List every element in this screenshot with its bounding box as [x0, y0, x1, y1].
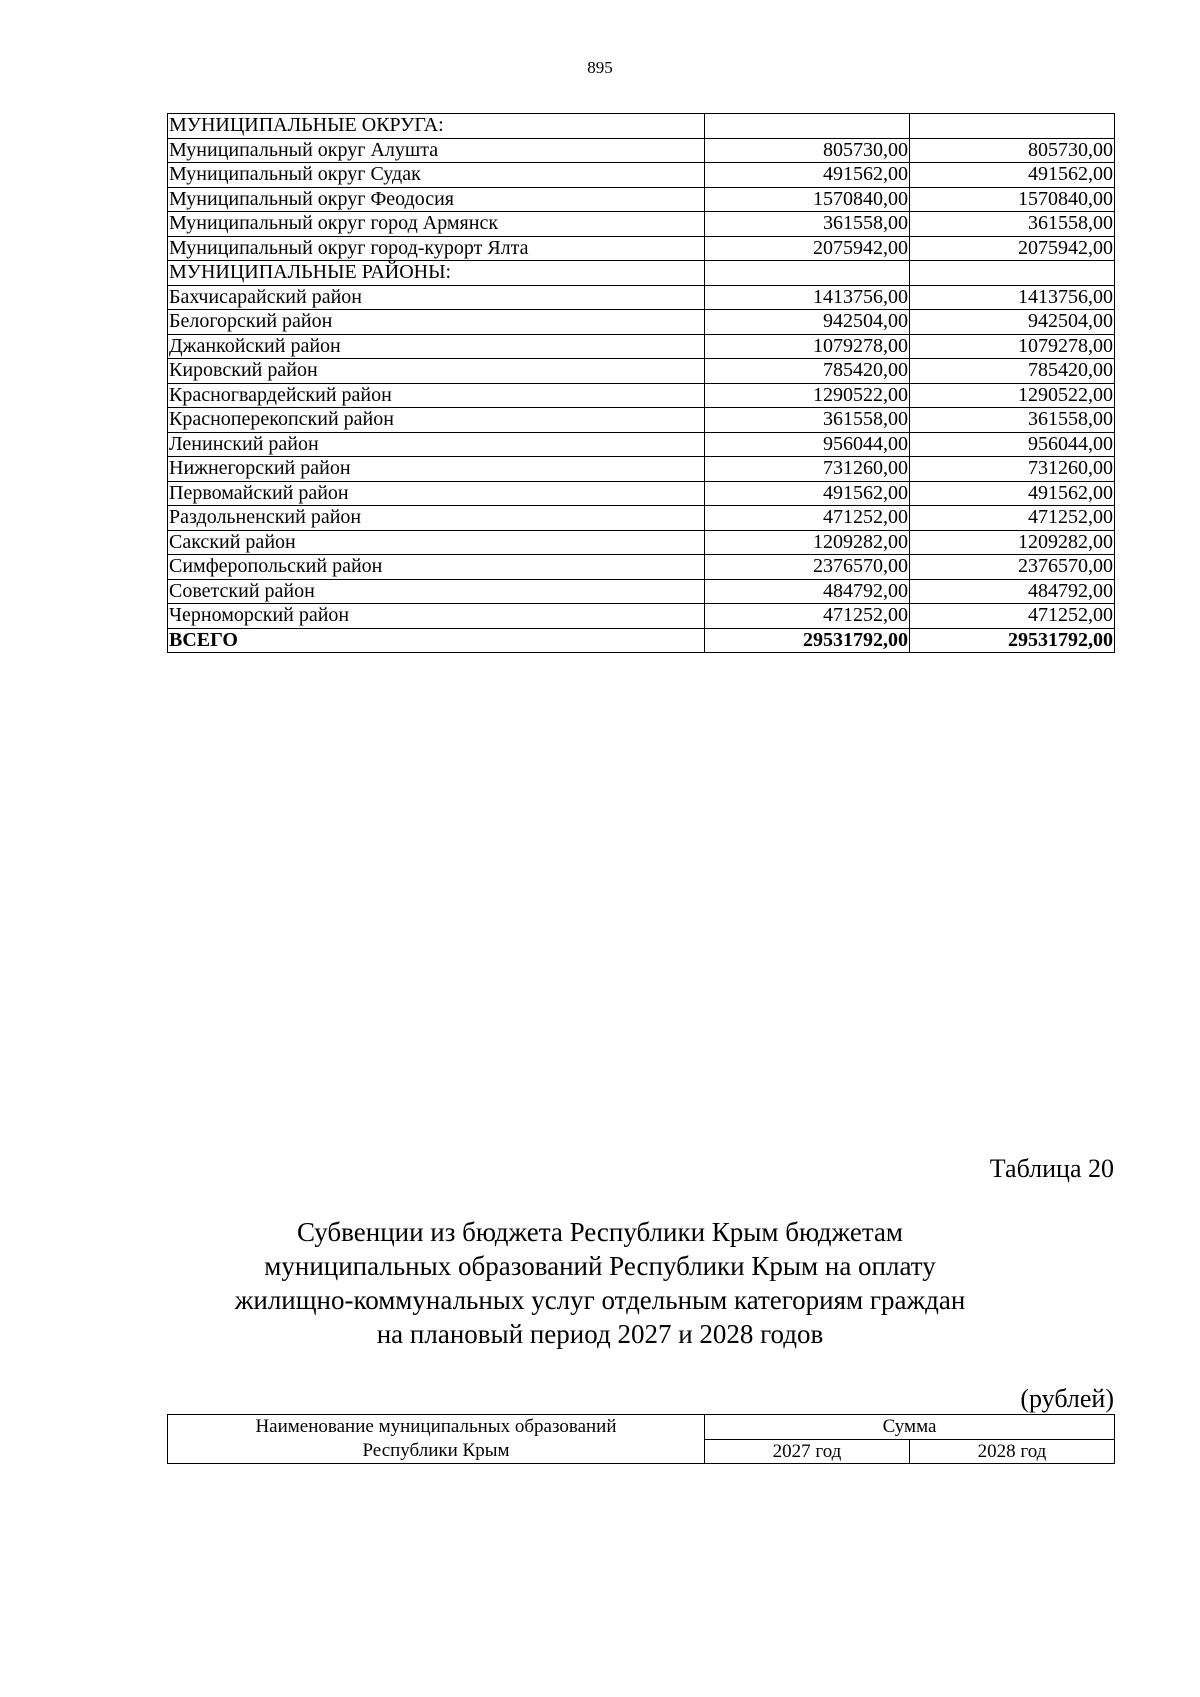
table-body: [168, 114, 1115, 653]
header-row: [168, 1415, 1115, 1440]
table-row: [168, 383, 1115, 408]
value-2027-cell: 484792,00: [705, 579, 910, 604]
table-row: [168, 163, 1115, 188]
name-cell: Муниципальный округ Судак: [168, 163, 705, 188]
name-cell: Раздольненский район: [168, 506, 705, 531]
table-row: [168, 408, 1115, 433]
name-cell: МУНИЦИПАЛЬНЫЕ ОКРУГА:: [168, 114, 705, 139]
value-2027-cell: 1079278,00: [705, 334, 910, 359]
value-2027-cell: 1413756,00: [705, 285, 910, 310]
name-column-header: [168, 1415, 705, 1464]
name-cell: Муниципальный округ город-курорт Ялта: [168, 236, 705, 261]
name-cell: Черноморский район: [168, 604, 705, 629]
name-cell: Джанкойский район: [168, 334, 705, 359]
name-cell: Муниципальный округ Феодосия: [168, 187, 705, 212]
value-2027-cell: 805730,00: [705, 138, 910, 163]
value-2027-cell: 1290522,00: [705, 383, 910, 408]
title-line: жилищно-коммунальных услуг отдельным категориям граждан: [234, 1285, 966, 1315]
value-2028-cell: [910, 261, 1115, 286]
table-row: [168, 138, 1115, 163]
year-2028-header: 2028 год: [910, 1439, 1115, 1464]
units-label: (рублей): [1020, 1384, 1114, 1413]
value-2028-cell: 2075942,00: [910, 236, 1115, 261]
value-2027-cell: 785420,00: [705, 359, 910, 384]
table-row: [168, 359, 1115, 384]
table-row: [168, 285, 1115, 310]
value-2027-cell: [705, 261, 910, 286]
value-2027-cell: 361558,00: [705, 212, 910, 237]
table-row: [168, 530, 1115, 555]
value-2027-cell: 471252,00: [705, 604, 910, 629]
name-cell: Нижнегорский район: [168, 457, 705, 482]
value-2027-cell: 491562,00: [705, 481, 910, 506]
name-cell: Муниципальный округ город Армянск: [168, 212, 705, 237]
name-cell: Ленинский район: [168, 432, 705, 457]
value-2028-cell: 1290522,00: [910, 383, 1115, 408]
value-2028-cell: 491562,00: [910, 481, 1115, 506]
table-caption: Таблица 20: [989, 1154, 1114, 1183]
table-row: [168, 555, 1115, 580]
year-2027-header: 2027 год: [705, 1439, 910, 1464]
value-2027-cell: 1570840,00: [705, 187, 910, 212]
value-2027-cell: 29531792,00: [705, 628, 910, 653]
table-title: [0, 1215, 1200, 1351]
name-cell: МУНИЦИПАЛЬНЫЕ РАЙОНЫ:: [168, 261, 705, 286]
value-2027-cell: 361558,00: [705, 408, 910, 433]
table-row: [168, 457, 1115, 482]
value-2028-cell: 785420,00: [910, 359, 1115, 384]
value-2027-cell: 731260,00: [705, 457, 910, 482]
value-2028-cell: 471252,00: [910, 604, 1115, 629]
table-row: [168, 310, 1115, 335]
table-row: [168, 604, 1115, 629]
name-cell: Советский район: [168, 579, 705, 604]
value-2027-cell: 956044,00: [705, 432, 910, 457]
value-2028-cell: 361558,00: [910, 408, 1115, 433]
table-row: [168, 236, 1115, 261]
section-row: [168, 114, 1115, 139]
table-row: [168, 187, 1115, 212]
name-cell: Муниципальный округ Алушта: [168, 138, 705, 163]
name-cell: Красногвардейский район: [168, 383, 705, 408]
title-line: на плановый период 2027 и 2028 годов: [376, 1319, 824, 1349]
name-cell: Красноперекопский район: [168, 408, 705, 433]
value-2028-cell: 491562,00: [910, 163, 1115, 188]
subventions-table-continued: [167, 113, 1115, 653]
value-2027-cell: 491562,00: [705, 163, 910, 188]
section-row: [168, 261, 1115, 286]
table-row: [168, 212, 1115, 237]
table-row: [168, 334, 1115, 359]
value-2027-cell: 1209282,00: [705, 530, 910, 555]
name-cell: ВСЕГО: [168, 628, 705, 653]
value-2028-cell: 1413756,00: [910, 285, 1115, 310]
table-row: [168, 506, 1115, 531]
value-2028-cell: 1570840,00: [910, 187, 1115, 212]
value-2028-cell: 2376570,00: [910, 555, 1115, 580]
value-2028-cell: 484792,00: [910, 579, 1115, 604]
name-cell: Симферопольский район: [168, 555, 705, 580]
name-cell: Кировский район: [168, 359, 705, 384]
value-2028-cell: 731260,00: [910, 457, 1115, 482]
value-2028-cell: 471252,00: [910, 506, 1115, 531]
value-2028-cell: 805730,00: [910, 138, 1115, 163]
value-2028-cell: 942504,00: [910, 310, 1115, 335]
value-2028-cell: 29531792,00: [910, 628, 1115, 653]
name-cell: Сакский район: [168, 530, 705, 555]
value-2028-cell: 956044,00: [910, 432, 1115, 457]
value-2027-cell: 471252,00: [705, 506, 910, 531]
subventions-table-header: [167, 1414, 1115, 1464]
value-2027-cell: 942504,00: [705, 310, 910, 335]
table-row: [168, 481, 1115, 506]
name-cell: Белогорский район: [168, 310, 705, 335]
value-2028-cell: 1079278,00: [910, 334, 1115, 359]
value-2028-cell: 1209282,00: [910, 530, 1115, 555]
title-line: муниципальных образований Республики Крым на оплату: [264, 1251, 936, 1281]
value-2027-cell: 2075942,00: [705, 236, 910, 261]
table-row: [168, 432, 1115, 457]
value-2028-cell: 361558,00: [910, 212, 1115, 237]
sum-column-header: Сумма: [705, 1415, 1115, 1440]
value-2028-cell: [910, 114, 1115, 139]
name-cell: Первомайский район: [168, 481, 705, 506]
table-row: [168, 579, 1115, 604]
page-number: 895: [587, 58, 613, 77]
name-cell: Бахчисарайский район: [168, 285, 705, 310]
name-header-line1: Наименование муниципальных образований: [255, 1416, 617, 1437]
total-row: [168, 628, 1115, 653]
name-header-line2: Республики Крым: [362, 1440, 510, 1461]
title-line: Субвенции из бюджета Республики Крым бюджетам: [296, 1217, 904, 1247]
value-2027-cell: 2376570,00: [705, 555, 910, 580]
value-2027-cell: [705, 114, 910, 139]
